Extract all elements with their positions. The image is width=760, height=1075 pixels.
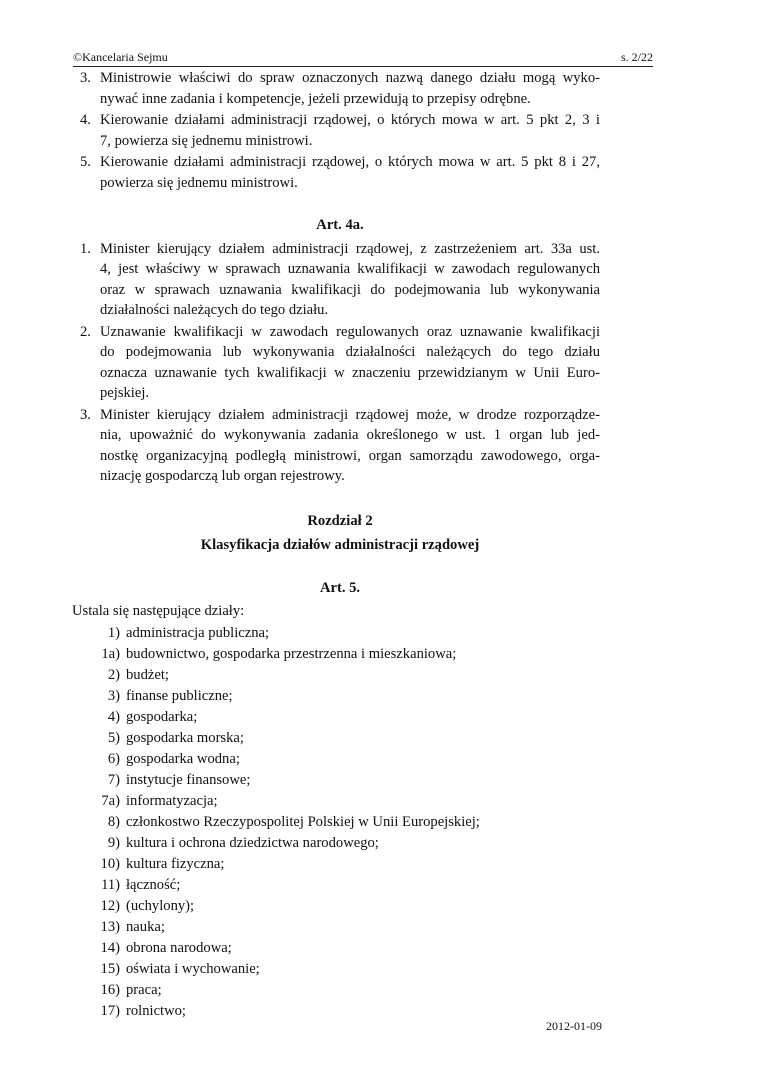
list-item-number: 14) xyxy=(100,939,120,956)
chapter-label: Rozdział 2 xyxy=(307,512,373,529)
paragraph-line: Minister kierujący działem administracji rządowej, z zastrzeżeniem art. 33a ust. xyxy=(100,240,600,257)
list-item-text: gospodarka morska; xyxy=(126,729,244,746)
paragraph xyxy=(80,68,600,109)
paragraph-line: Ministrowie właściwi do spraw oznaczonych nazwą danego działu mogą wyko- xyxy=(100,70,600,86)
paragraph-line: oznacza uznawanie tych kwalifikacji w znaczeniu przewidzianym w Unii Euro- xyxy=(100,364,600,381)
list-item xyxy=(80,749,600,770)
list-item xyxy=(80,1001,600,1022)
list-item-number: 5) xyxy=(107,729,120,746)
list-item xyxy=(80,812,600,833)
paragraph-number: 4. xyxy=(80,112,91,128)
paragraph xyxy=(80,152,600,193)
paragraph xyxy=(80,322,600,404)
page-header xyxy=(73,48,653,67)
list-item xyxy=(80,644,600,665)
list-item-text: (uchylony); xyxy=(126,897,195,914)
list-item xyxy=(80,623,600,644)
header-source: ©Kancelaria Sejmu xyxy=(73,50,168,64)
paragraph xyxy=(80,405,600,487)
list-item-text: oświata i wychowanie; xyxy=(126,960,260,977)
list-item xyxy=(80,917,600,938)
list-item-number: 15) xyxy=(100,960,120,977)
paragraph-line: działalności należących do tego działu. xyxy=(100,302,329,318)
paragraph-number: 3. xyxy=(80,406,91,423)
list-item-text: nauka; xyxy=(126,918,165,935)
list-item-number: 13) xyxy=(100,918,120,935)
list-item-number: 3) xyxy=(107,687,120,704)
paragraph-number: 5. xyxy=(80,154,91,170)
list-item-number: 2) xyxy=(107,666,120,683)
paragraph-line: 7, powierza się jednemu ministrowi. xyxy=(100,132,313,149)
list-item-number: 9) xyxy=(107,834,120,851)
list-item xyxy=(80,707,600,728)
article-5-list xyxy=(80,623,600,1022)
list-item-text: informatyzacja; xyxy=(126,792,218,809)
paragraph-line: nia, upoważnić do wykonywania zadania określonego w ust. 1 organ lub jed- xyxy=(100,427,600,443)
article-4a-body xyxy=(80,239,600,487)
paragraph-number: 2. xyxy=(80,323,91,340)
list-item-text: obrona narodowa; xyxy=(126,939,232,956)
paragraph-line: powierza się jednemu ministrowi. xyxy=(100,174,298,191)
document-body xyxy=(72,68,600,1022)
list-item xyxy=(80,833,600,854)
list-item-number: 1a) xyxy=(101,645,120,662)
paragraph-line: oraz w sprawach uznawania kwalifikacji do podejmowania lub wykonywania xyxy=(100,281,600,298)
paragraph-line: Minister kierujący działem administracji rządowej może, w drodze rozporządze- xyxy=(100,406,600,423)
list-item-text: kultura fizyczna; xyxy=(126,855,225,872)
list-item-text: administracja publiczna; xyxy=(126,624,270,641)
list-item-number: 1) xyxy=(107,624,120,641)
list-item-number: 16) xyxy=(100,981,120,998)
footer-date: 2012-01-09 xyxy=(546,1019,602,1033)
paragraph-line: Uznawanie kwalifikacji w zawodach regulowanych oraz uznawanie kwalifikacji xyxy=(100,323,600,340)
paragraph-line: nywać inne zadania i kompetencje, jeżeli przewidują to przepisy odrębne. xyxy=(100,90,531,107)
list-item-number: 7a) xyxy=(101,792,120,809)
art4-continuation xyxy=(80,68,600,193)
paragraph-line: nostkę organizacyjną podległą ministrowi, organ samorządu zawodowego, orga- xyxy=(100,447,600,464)
list-item xyxy=(80,938,600,959)
list-item-number: 12) xyxy=(100,897,120,914)
paragraph-number: 1. xyxy=(80,240,91,257)
list-item xyxy=(80,980,600,1001)
paragraph-line: 4, jest właściwy w sprawach uznawania kwalifikacji w zawodach regulowanych xyxy=(100,261,600,277)
paragraph-line: Kierowanie działami administracji rządowej, o których mowa w art. 5 pkt 2, 3 i xyxy=(100,112,600,128)
list-item-text: finanse publiczne; xyxy=(126,687,233,704)
article-4a-heading: Art. 4a. xyxy=(316,217,364,233)
list-item-text: kultura i ochrona dziedzictwa narodowego; xyxy=(126,834,379,851)
article-5-intro: Ustala się następujące działy: xyxy=(72,603,245,619)
paragraph-line: Kierowanie działami administracji rządowej, o których mowa w art. 5 pkt 8 i 27, xyxy=(100,154,600,170)
paragraph xyxy=(80,239,600,321)
list-item-text: gospodarka; xyxy=(126,708,198,725)
list-item xyxy=(80,665,600,686)
chapter-title: Klasyfikacja działów administracji rządowej xyxy=(200,537,480,553)
list-item-text: praca; xyxy=(126,981,162,998)
list-item-text: instytucje finansowe; xyxy=(126,771,251,788)
list-item xyxy=(80,686,600,707)
list-item-text: budownictwo, gospodarka przestrzenna i mieszkaniowa; xyxy=(126,645,457,662)
list-item-text: członkostwo Rzeczypospolitej Polskiej w Unii Europejskiej; xyxy=(126,813,480,830)
paragraph-number: 3. xyxy=(80,70,91,86)
list-item xyxy=(80,896,600,917)
page-number: s. 2/22 xyxy=(620,50,653,64)
list-item-number: 8) xyxy=(107,813,120,830)
list-item xyxy=(80,770,600,791)
list-item-number: 10) xyxy=(100,855,120,872)
list-item-text: budżet; xyxy=(126,666,169,683)
list-item xyxy=(80,728,600,749)
list-item xyxy=(80,854,600,875)
list-item-number: 4) xyxy=(107,708,120,725)
list-item-text: gospodarka wodna; xyxy=(126,750,240,767)
list-item-number: 11) xyxy=(101,876,120,893)
list-item xyxy=(80,791,600,812)
list-item-number: 6) xyxy=(107,750,120,767)
list-item-text: łączność; xyxy=(126,876,181,893)
paragraph xyxy=(80,110,600,151)
paragraph-line: pejskiej. xyxy=(100,385,150,401)
list-item xyxy=(80,959,600,980)
paragraph-line: do podejmowania lub wykonywania działalności należących do tego działu xyxy=(100,344,600,360)
list-item-number: 17) xyxy=(100,1002,120,1019)
article-5-heading: Art. 5. xyxy=(319,579,361,596)
list-item xyxy=(80,875,600,896)
paragraph-line: nizację gospodarczą lub organ rejestrowy. xyxy=(100,468,345,484)
list-item-text: rolnictwo; xyxy=(126,1002,186,1019)
list-item-number: 7) xyxy=(107,771,120,788)
